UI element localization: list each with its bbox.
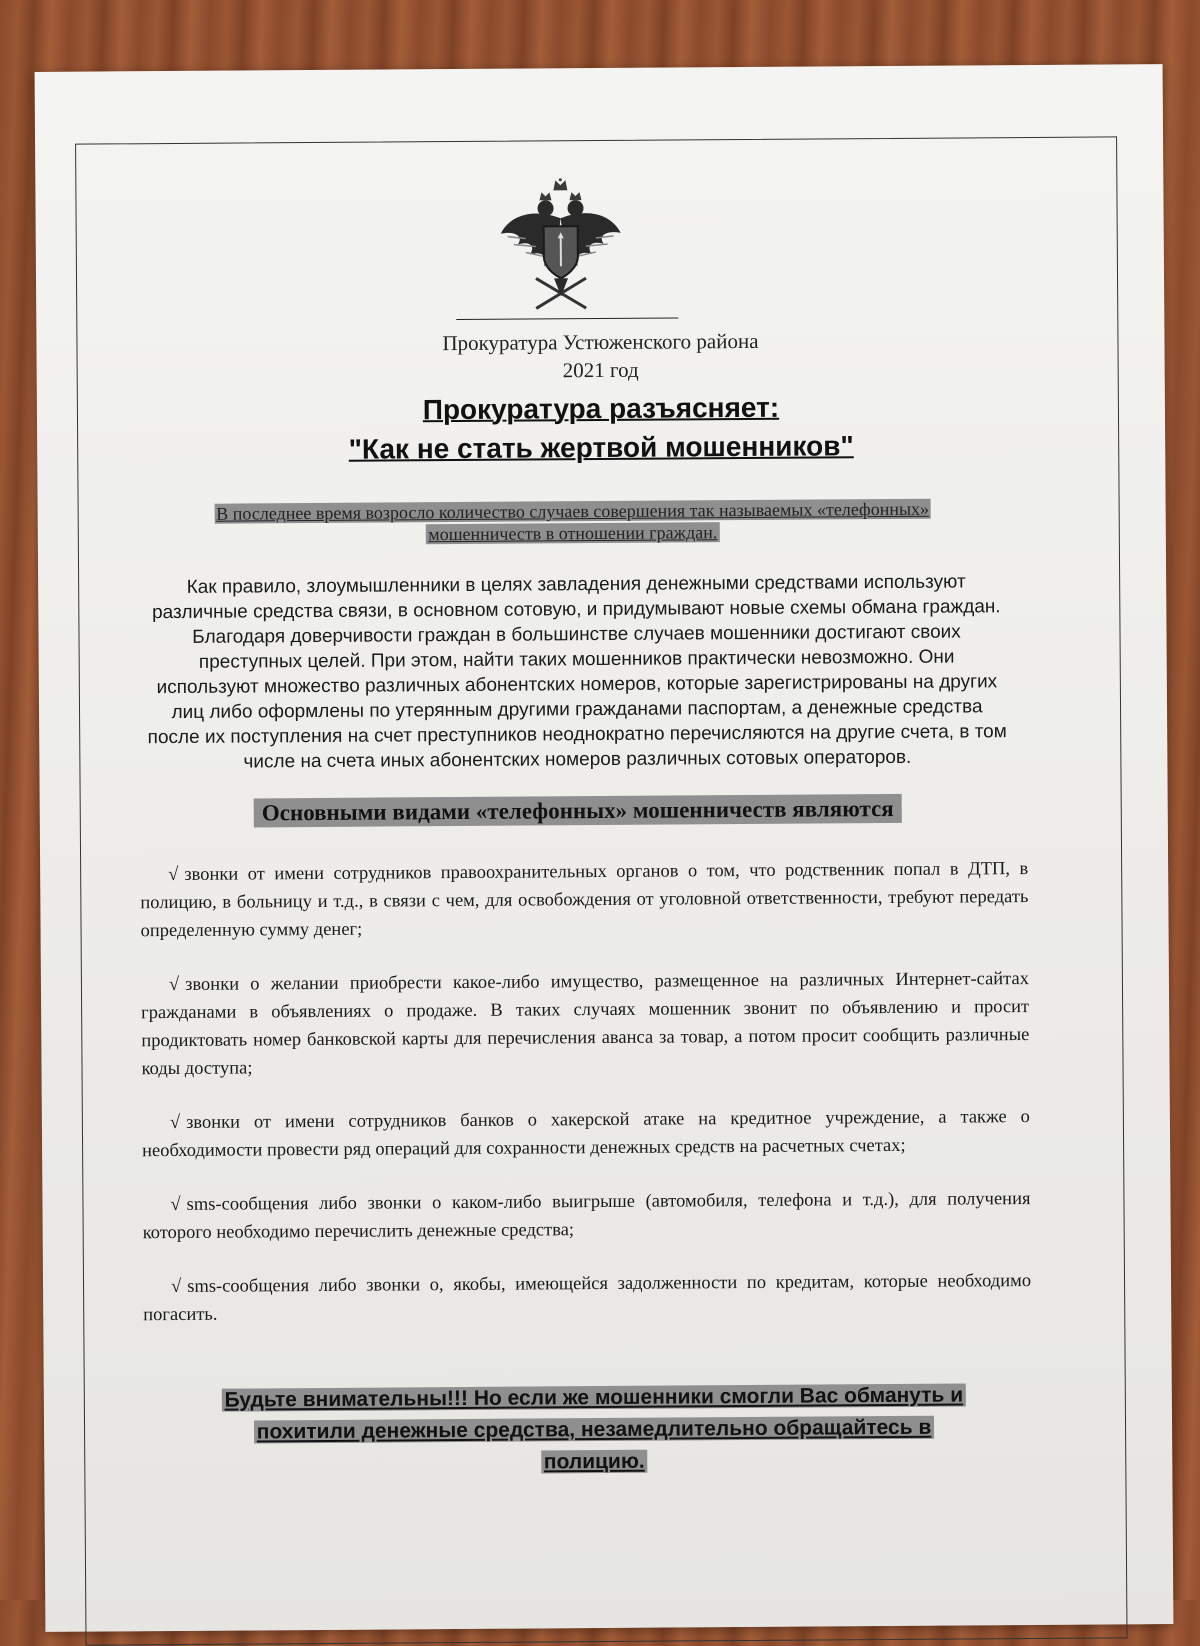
list-item: √ sms-сообщения либо звонки о, якобы, имеющейся задолженности по кредитам, которые необходимо погасить.	[143, 1271, 1032, 1326]
intro-note	[208, 498, 938, 547]
fraud-types-list	[140, 855, 1031, 1355]
warning-note	[204, 1379, 985, 1480]
list-item: √ звонки от имени сотрудников банков о хакерской атаке на кредитное учреждение, а также о необходимости провести ряд операций для сохранности денежных средств на расчетных счетах;	[142, 1107, 1030, 1162]
year: 2021 год	[562, 357, 639, 383]
main-paragraph: Как правило, злоумышленники в целях завладения денежными средствами используют различные средства связи, в основном сотовую, и придумывают новые схемы обмана граждан. Благодаря доверчивости граждан в большинстве случаев мошенники достигают своих преступных целей. При этом, найти таких мошенников практически невозможно. Они используют множество различных абонентских номеров, которые зарегистрированы на других лиц либо оформлены по утерянным другими гражданами паспортам, а денежные средства после их поступления на счет преступников неоднократно перечисляются на другие счета, в том числе на счета иных абонентских номеров различных сотовых операторов.	[147, 571, 1007, 773]
section-heading: Основными видами «телефонных» мошенничеств являются	[178, 795, 978, 827]
title-line-2: "Как не стать жертвой мошенников"	[348, 430, 854, 465]
title-line-1: Прокуратура разъясняет:	[422, 391, 780, 426]
checkmark-icon: √	[170, 1276, 182, 1298]
list-item: √ звонки о желании приобрести какое-либо имущество, размещенное на различных Интернет-сайтах гражданами в объявлениях о продаже. В таких случаях мошенник звонит по объявлению и просит продиктовать номер банковской карты для перечисления аванса за товар, а потом просит сообщить различные коды доступа;	[141, 969, 1030, 1080]
intro-text: В последнее время возросло количество случаев совершения так называемых «телефонных» мошенничеств в отношении граждан.	[216, 498, 930, 545]
checkmark-icon: √	[169, 1112, 181, 1134]
list-item: √ звонки от имени сотрудников правоохранительных органов о том, что родственник попал в ДТП, в полицию, в больницу и т.д., в связи с чем, для освобождения от уголовной ответственности, требуют передать определенную сумму денег;	[140, 859, 1029, 942]
warning-text: Будьте внимательны!!! Но если же мошенники смогли Вас обмануть и похитили денежные средства, незамедлительно обращайтесь в полицию.	[221, 1383, 966, 1473]
checkmark-icon: √	[168, 864, 179, 886]
checkmark-icon: √	[168, 974, 180, 996]
checkmark-icon: √	[170, 1194, 181, 1216]
eagle-emblem-icon	[495, 178, 626, 319]
paper-sheet	[35, 64, 1174, 1632]
org-name: Прокуратура Устюженского района	[442, 328, 759, 356]
list-item: √ sms-сообщения либо звонки о каком-либо выигрыше (автомобиля, телефона и т.д.), для получения которого необходимо перечислить денежные средства;	[142, 1189, 1031, 1244]
